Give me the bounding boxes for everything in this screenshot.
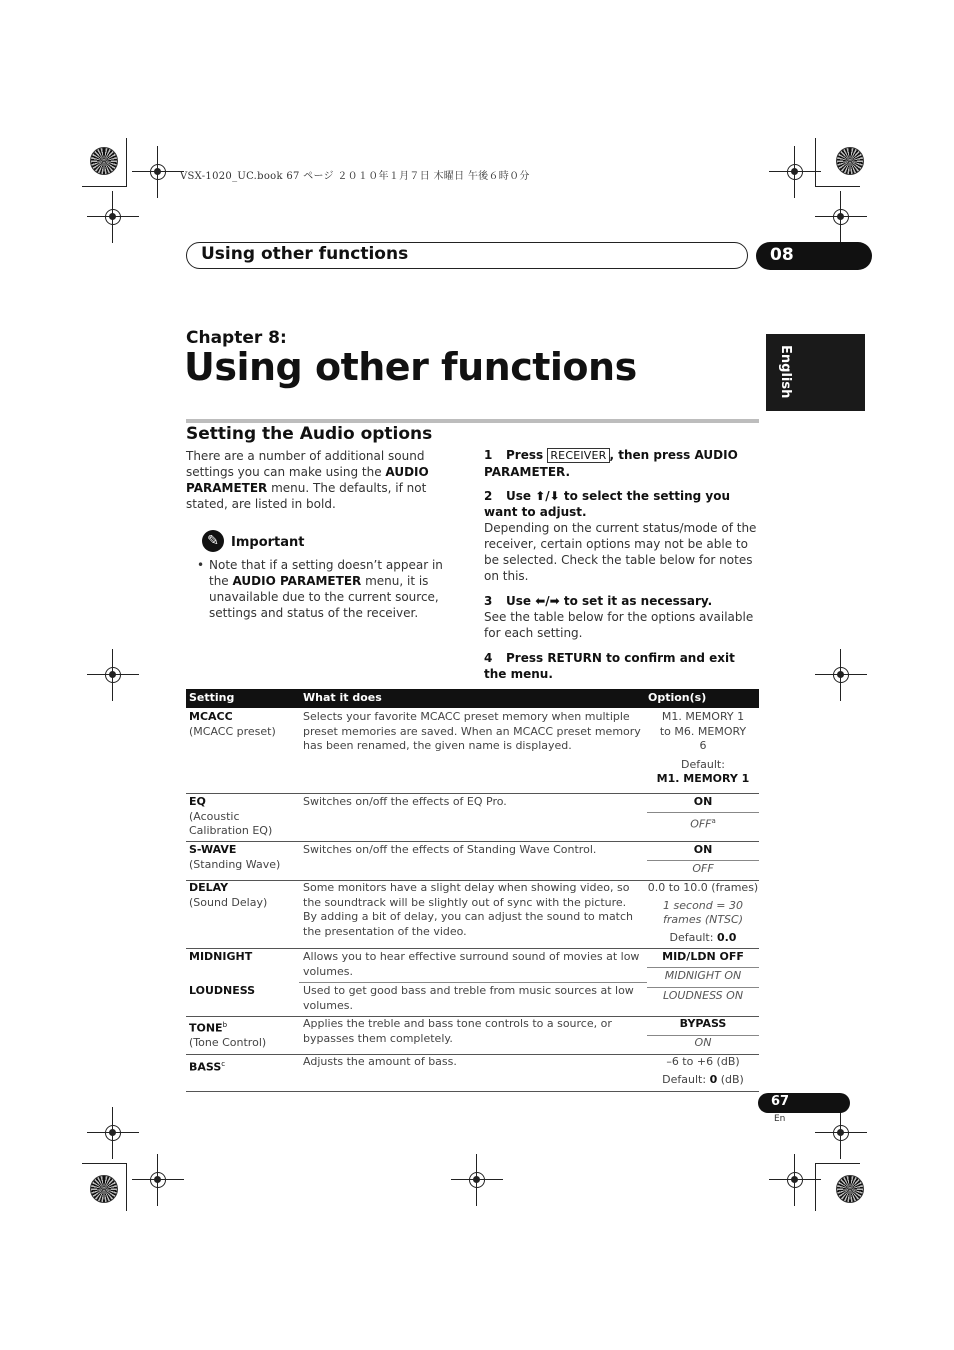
crop-line <box>815 186 860 187</box>
desc-bass: Adjusts the amount of bass. <box>303 1055 457 1068</box>
option-eq-off: OFF$^a$ <box>690 817 716 831</box>
crop-line <box>815 1163 816 1211</box>
audio-options-table <box>186 689 759 1098</box>
registration-mark-top-right <box>783 160 807 184</box>
desc-eq: Switches on/off the effects of EQ Pro. <box>303 795 507 808</box>
registration-mark-bottom-right <box>783 1168 807 1192</box>
color-rosette-top-right <box>836 147 864 175</box>
table-row-swave: S-WAVE (Standing Wave) <box>189 843 281 871</box>
crop-line <box>82 186 127 187</box>
registration-mark-bottom-left-2 <box>146 1168 170 1192</box>
registration-mark-mid-left <box>101 663 125 687</box>
table-row-mcacc: MCACC (MCACC preset) <box>189 710 276 738</box>
table-row-eq: EQ (Acoustic Calibration EQ) <box>189 795 273 837</box>
chapter-title: Using other functions <box>184 345 637 389</box>
crop-line <box>815 138 816 186</box>
table-row-tone: TONE$^b$ (Tone Control) <box>189 1021 267 1050</box>
chapter-label: Chapter 8: <box>186 328 287 348</box>
table-header: Setting What it does Option(s) <box>186 689 759 708</box>
registration-mark-top-left <box>101 205 125 229</box>
page-number: 67 <box>758 1093 850 1113</box>
registration-mark-top-right-2 <box>829 205 853 229</box>
header-chapter-number: 08 <box>756 242 872 270</box>
option-midldn-off: MID/LDN OFF <box>662 950 744 963</box>
registration-mark-mid-right <box>829 663 853 687</box>
up-down-arrow-icon: ⬆/⬇ <box>535 489 560 503</box>
crop-line <box>126 138 127 186</box>
options-mcacc: M1. MEMORY 1 to M6. MEMORY 6 Default: M1. MEMORY 1 <box>656 710 750 785</box>
option-tone-on: ON <box>694 1036 712 1049</box>
registration-mark-bottom-center <box>465 1168 489 1192</box>
language-tab-label: English <box>778 345 793 399</box>
crop-line <box>126 1163 127 1211</box>
important-label: Important <box>231 535 305 550</box>
desc-delay: Some monitors have a slight delay when showing video, so the soundtrack will be slightly out of sync with the picture. By adding a bit of delay, you can adjust the sound to match the presentation of the video. <box>303 881 634 938</box>
option-loudness-on: LOUDNESS ON <box>662 989 744 1002</box>
important-note: • Note that if a setting doesn’t appear in the AUDIO PARAMETER menu, it is unavailable due to the current source, settings and status of the receiver. <box>197 558 443 620</box>
important-icon: ✎ <box>202 530 224 552</box>
option-eq-on: ON <box>693 795 713 808</box>
section-rule <box>186 419 759 423</box>
option-tone-bypass: BYPASS <box>679 1017 727 1030</box>
table-row-midnight: MIDNIGHT <box>189 950 253 963</box>
option-swave-off: OFF <box>692 862 714 875</box>
options-delay: 0.0 to 10.0 (frames) 1 second = 30 frames (NTSC) Default: 0.0 <box>647 881 759 944</box>
option-midnight-on: MIDNIGHT ON <box>664 969 742 982</box>
intro-paragraph: There are a number of additional sound settings you can make using the AUDIO PARAMETER menu. The defaults, if not stated, are listed in bold. <box>186 449 429 511</box>
desc-loudness: Used to get good bass and treble from music sources at low volumes. <box>303 984 634 1012</box>
registration-mark-bottom-left <box>101 1121 125 1145</box>
section-title: Setting the Audio options <box>186 424 433 444</box>
color-rosette-bottom-left <box>90 1175 118 1203</box>
color-rosette-top-left <box>90 147 118 175</box>
step-3: 3 Use ⬅/➡ to set it as necessary. See the table below for the options available for each setting. <box>484 594 754 640</box>
left-right-arrow-icon: ⬅/➡ <box>535 594 560 608</box>
registration-mark-bottom-right-2 <box>829 1121 853 1145</box>
color-rosette-bottom-right <box>836 1175 864 1203</box>
header-title: Using other functions <box>201 244 409 264</box>
crop-line <box>815 1163 860 1164</box>
crop-line <box>82 1163 127 1164</box>
registration-mark-top-center <box>146 160 170 184</box>
options-bass: –6 to +6 (dB) Default: 0 (dB) <box>662 1055 744 1086</box>
desc-tone: Applies the treble and bass tone controls to a source, or bypasses them completely. <box>303 1017 612 1045</box>
desc-midnight: Allows you to hear effective surround sound of movies at low volumes. <box>303 950 640 978</box>
page-language: En <box>774 1114 786 1124</box>
table-row-bass: BASS$^c$ <box>189 1060 226 1074</box>
step-2: 2 Use ⬆/⬇ to select the setting you want to adjust. Depending on the current status/mode of the receiver, certain options may not be able to be selected. Check the table below for notes on this. <box>484 489 757 583</box>
step-1: 1 Press RECEIVER , then press AUDIO PARAMETER. <box>484 448 738 479</box>
book-file-info: VSX-1020_UC.book 67 ページ ２０１０年１月７日 木曜日 午後６時０分 <box>180 171 530 182</box>
option-swave-on: ON <box>693 843 713 856</box>
table-row-delay: DELAY (Sound Delay) <box>189 881 268 909</box>
table-row-loudness: LOUDNESS <box>189 984 256 997</box>
desc-swave: Switches on/off the effects of Standing Wave Control. <box>303 843 597 856</box>
step-4: 4 Press RETURN to confirm and exit the menu. <box>484 651 735 681</box>
desc-mcacc: Selects your favorite MCACC preset memory when multiple preset memories are saved. When an MCACC preset memory has been renamed, the given name is displayed. <box>303 710 641 752</box>
receiver-key: RECEIVER <box>547 448 609 463</box>
